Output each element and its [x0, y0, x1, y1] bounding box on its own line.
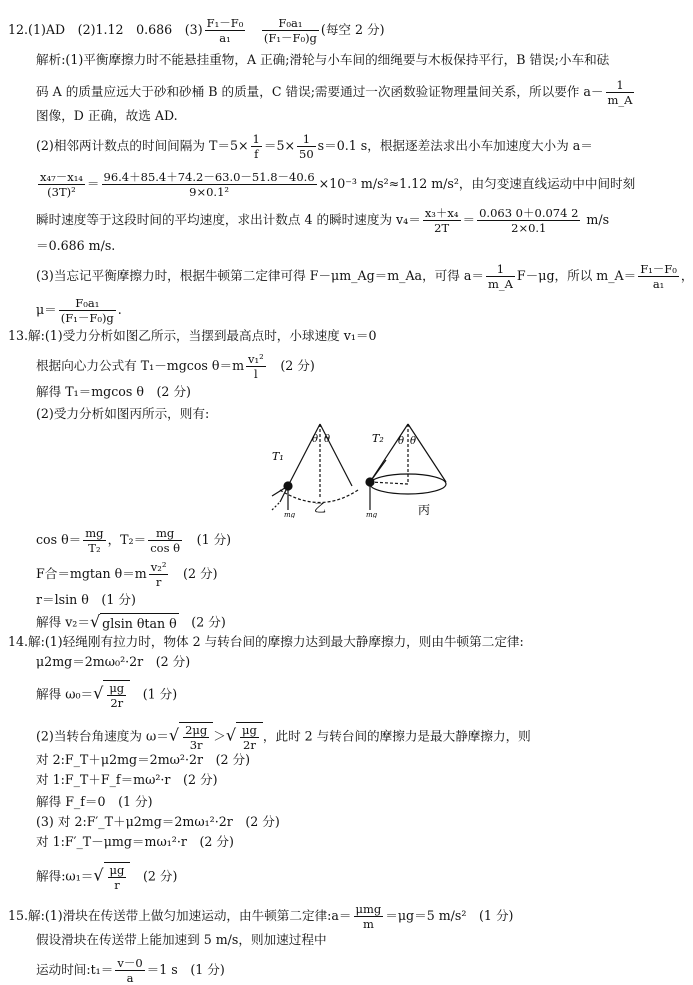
fraction: $\frac{1}{m\_A}$	[487, 262, 513, 291]
label-theta: θ	[312, 434, 319, 445]
fraction: $\frac{mg}{\text{cos θ}}$	[150, 526, 181, 555]
fraction: $\frac{\text{F₀a₁}}{\text{(F₁－F₀)g}}$	[263, 16, 317, 45]
q14-line-9: 对 1:F′_T－μmg＝mω₁²·r (2 分)	[36, 834, 234, 849]
q13-line-2: 根据向心力公式有 T₁－mgcos θ＝m $\frac{\text{v₁²}}{l}$ (2 分)	[36, 352, 315, 381]
q13-line-7: r＝lsin θ (1 分)	[36, 592, 136, 607]
q12-line-7: ＝0.686 m/s.	[36, 238, 116, 253]
q12-line-9: μ＝ $\frac{\text{F₀a₁}}{\text{(F₁－F₀)g}}$ .	[36, 296, 122, 325]
q13-line-3: 解得 T₁＝mgcos θ (2 分)	[36, 384, 191, 399]
fraction: $\frac{\text{x₃＋x₄}}{2T}$	[424, 206, 459, 235]
q12-answer-line: 12.(1)AD (2)1.12 0.686 (3) $\frac{\text{F₁－F₀}}{\text{a₁}}$ $\frac{\text{F₀a₁}}{\text{(F₁－F₀)g}}$ (每空 2 分)	[8, 16, 385, 45]
fraction: $\frac{\text{v₂²}}{r}$	[150, 560, 167, 589]
q14-line-6: 对 1:F_T＋F_f＝mω²·r (2 分)	[36, 772, 218, 787]
square-root: √ $\frac{\mu g}{2r}$	[226, 722, 263, 752]
q12-line-2: 码 A 的质量应远大于砂和砂桶 B 的质量，C 错误;需要通过一次函数验证物理量间关系，所以要作 a－ $\frac{1}{m\_A}$	[36, 78, 633, 107]
fraction: $\frac{v-0}{a}$	[117, 956, 143, 985]
q14-line-3: 解得 ω₀＝√ $\frac{\mu g}{2r}$ (1 分)	[36, 681, 178, 710]
label-theta: θ	[324, 434, 331, 445]
q14-line-8: (3) 对 2:F′_T＋μ2mg＝2mω₁²·2r (2 分)	[36, 814, 280, 829]
label-mg: mg	[284, 511, 296, 518]
q14-line-2: μ2mg＝2mω₀²·2r (2 分)	[36, 654, 191, 669]
square-root: √ $\frac{\mu g}{r}$	[93, 862, 130, 892]
fraction: $\frac{96.4+85.4+74.2-63.0-51.8-40.6}{\text{9×0.1²}}$	[103, 170, 315, 199]
q14-line-1: 14.解:(1)轻绳刚有拉力时，物体 2 与转台间的摩擦力达到最大静摩擦力，则由牛顿第二定律:	[8, 634, 524, 649]
q12-line-8: (3)当忘记平衡摩擦力时，根据牛顿第二定律可得 F－μm_Ag＝m_Aa，可得 a＝ $\frac{1}{m\_A}$ F－μg，所以 m_A＝ $\frac{\text{F₁－F₀}}{\text{a₁}}$ ，	[36, 262, 693, 291]
fraction: $\frac{\text{F₁－F₀}}{\text{a₁}}$	[640, 262, 677, 291]
label-theta: θ	[410, 436, 417, 447]
label-bing: 丙	[418, 503, 431, 517]
q12-line-5: $\frac{\text{x₄₇－x₁₄}}{\text{(3T)²}}$ ＝ $\frac{96.4+85.4+74.2-63.0-51.8-40.6}{\text{9×0.1²}}$ ×10⁻³ m/s²≈1.12 m/s²，由匀变速直线运动中中间时刻	[40, 170, 636, 199]
fraction: $\frac{\text{x₄₇－x₁₄}}{\text{(3T)²}}$	[40, 170, 83, 199]
square-root: √ $\frac{\mu g}{2r}$	[93, 680, 130, 710]
fraction: $\frac{\text{F₁－F₀}}{\text{a₁}}$	[206, 16, 244, 45]
q14-line-5: 对 2:F_T＋μ2mg＝2mω²·2r (2 分)	[36, 752, 251, 767]
q13-line-5: cos θ＝ $\frac{mg}{\text{T₂}}$ ，T₂＝ $\frac{mg}{\text{cos θ}}$ (1 分)	[36, 526, 232, 555]
q15-line-1: 15.解:(1)滑块在传送带上做匀加速运动，由牛顿第二定律:a＝ $\frac{\text{μmg}}{m}$ ＝μg＝5 m/s² (1 分)	[8, 902, 514, 931]
force-diagram	[258, 420, 468, 518]
q14-line-7: 解得 F_f＝0 (1 分)	[36, 794, 153, 809]
q12-line-1: 解析:(1)平衡摩擦力时不能悬挂重物，A 正确;滑轮与小车间的细绳要与木板保持平行，B 错误;小车和砝	[36, 52, 610, 67]
fraction: $\frac{mg}{\text{T₂}}$	[85, 526, 104, 555]
q14-line-10: 解得:ω₁＝√ $\frac{\mu g}{r}$ (2 分)	[36, 863, 178, 892]
q13-line-4: (2)受力分析如图丙所示，则有:	[36, 406, 210, 421]
fraction: $\frac{\text{v₁²}}{l}$	[248, 352, 264, 381]
q13-line-1: 13.解:(1)受力分析如图乙所示，当摆到最高点时，小球速度 v₁＝0	[8, 328, 377, 343]
q15-line-2: 假设滑块在传送带上能加速到 5 m/s，则加速过程中	[36, 932, 327, 947]
q12-line-6: 瞬时速度等于这段时间的平均速度，求出计数点 4 的瞬时速度为 v₄＝ $\frac{\text{x₃＋x₄}}{2T}$ ＝ $\frac{0.063 0+0.074 2}{2\times 0.1}$ m/s	[36, 206, 610, 235]
q12-line-4: (2)相邻两计数点的时间间隔为 T＝5× $\frac{1}{f}$ ＝5× $\frac{1}{50}$ s＝0.1 s，根据逐差法求出小车加速度大小为 a＝	[36, 132, 593, 161]
label-T2: T₂	[372, 432, 384, 445]
q15-line-3: 运动时间:t₁＝ $\frac{v-0}{a}$ ＝1 s (1 分)	[36, 956, 225, 985]
fraction: $\frac{\text{F₀a₁}}{\text{(F₁－F₀)g}}$	[60, 296, 114, 325]
label-T1: T₁	[272, 450, 284, 463]
fraction: $\frac{0.063 0+0.074 2}{2\times 0.1}$	[479, 206, 579, 235]
fraction: $\frac{\text{μmg}}{m}$	[355, 902, 382, 931]
q12-line-3: 图像，D 正确，故选 AD.	[36, 108, 178, 123]
fraction: $\frac{1}{f}$	[252, 132, 260, 161]
fraction: $\frac{1}{50}$	[299, 132, 314, 161]
q13-line-8: 解得 v₂＝√ glsin θtan θ (2 分)	[36, 612, 679, 634]
label-theta: θ	[398, 436, 405, 447]
square-root: √ $\frac{2\mu g}{3r}$	[169, 722, 213, 752]
q13-line-6: F合＝mgtan θ＝m $\frac{\text{v₂²}}{r}$ (2 分)	[36, 560, 218, 589]
fraction: $\frac{1}{m\_A}$	[607, 78, 633, 107]
label-yi: 乙	[314, 501, 327, 515]
square-root: √ glsin θtan θ	[90, 612, 179, 634]
q14-line-4: (2)当转台角速度为 ω＝√ $\frac{2\mu g}{3r}$ ＞√ $\frac{\mu g}{2r}$ ，此时 2 与转台间的摩擦力是最大静摩擦力，则	[36, 723, 531, 752]
label-mg: mg	[366, 511, 378, 518]
